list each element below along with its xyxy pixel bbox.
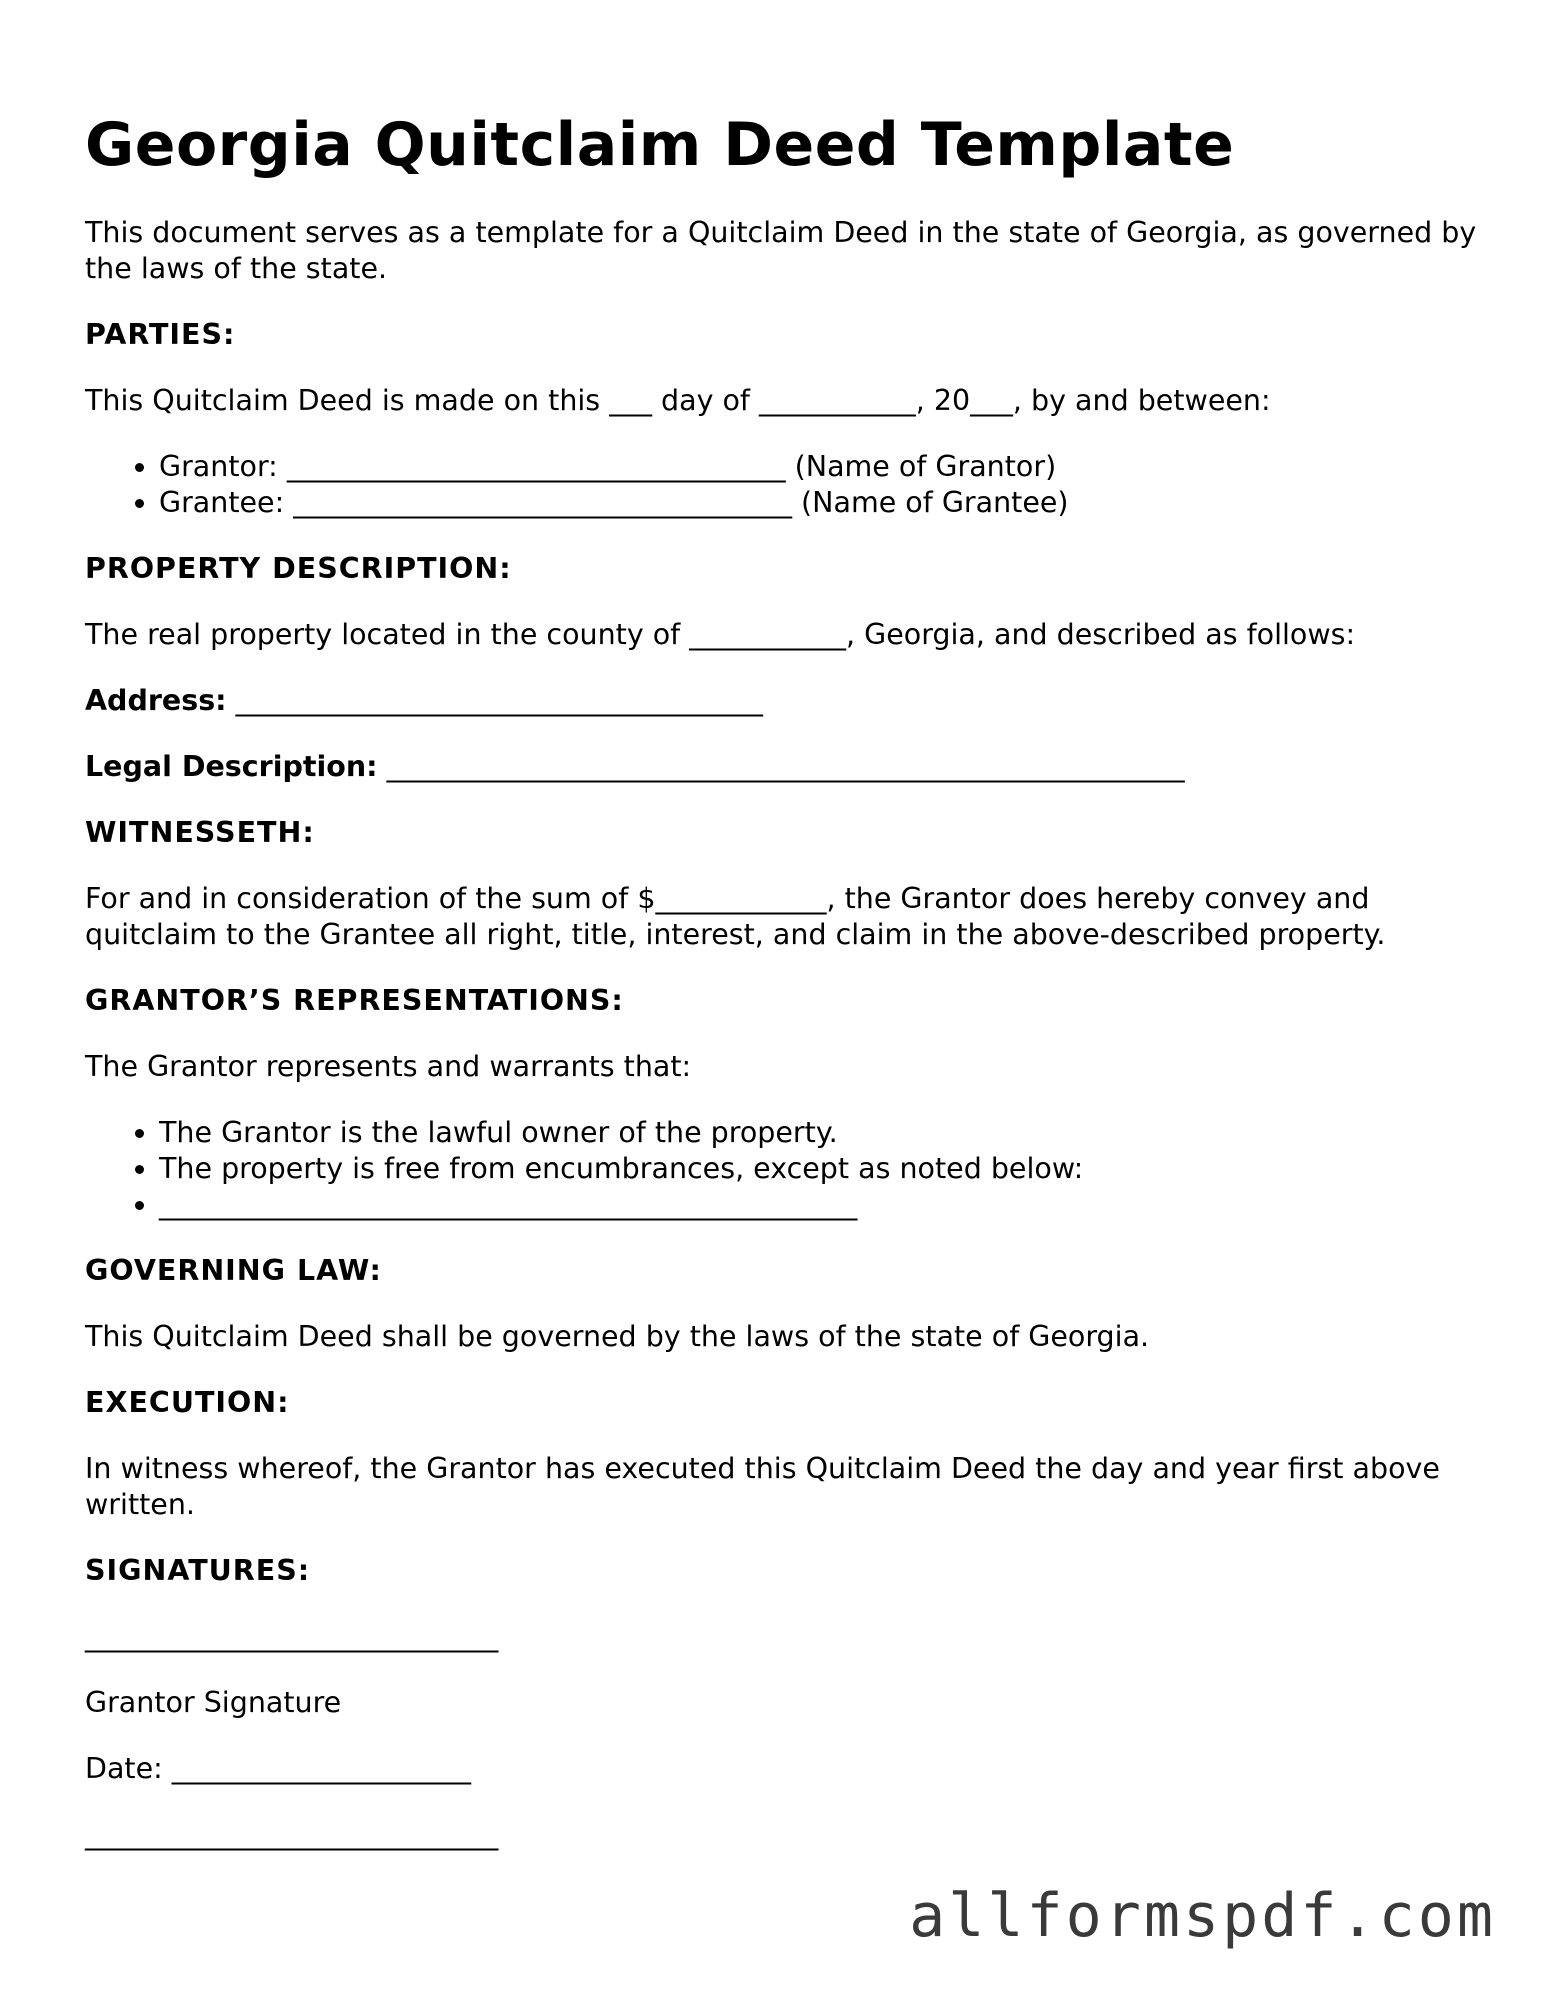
signature-block — [85, 1619, 1485, 1853]
document-page — [85, 105, 1485, 1883]
list-item: • _________________________________________________ — [159, 1187, 1485, 1223]
address-blank: _____________________________________ — [235, 684, 763, 717]
representations-list — [85, 1115, 1485, 1223]
address-label: Address: — [85, 684, 227, 717]
address-field — [85, 683, 1485, 719]
parties-heading: PARTIES: — [85, 318, 236, 351]
watermark-logo: allformspdf.com — [909, 1881, 1496, 1951]
intro-paragraph: This document serves as a template for a Quitclaim Deed in the state of Georgia, as governed by the laws of the state. — [85, 216, 1477, 285]
date-field: Date: _____________________ — [85, 1752, 472, 1785]
grantor-signature-line: _____________________________ — [85, 1620, 499, 1653]
grantee-field: • Grantee: ___________________________________ (Name of Grantee) — [159, 485, 1485, 521]
governing-law-text: This Quitclaim Deed shall be governed by the laws of the state of Georgia. — [85, 1320, 1150, 1353]
witnesseth-heading: WITNESSETH: — [85, 816, 315, 849]
witnesseth-text: For and in consideration of the sum of $____________, the Grantor does hereby convey and quitclaim to the Grantee all right, title, interest, and claim in the above-described property. — [85, 882, 1386, 951]
grantor-signature-label: Grantor Signature — [85, 1686, 342, 1719]
representations-heading: GRANTOR’S REPRESENTATIONS: — [85, 984, 624, 1017]
property-text: The real property located in the county of ___________, Georgia, and described as follows: — [85, 618, 1356, 651]
legal-description-blank: ________________________________________________________ — [386, 750, 1185, 783]
execution-heading: EXECUTION: — [85, 1386, 290, 1419]
legal-description-label: Legal Description: — [85, 750, 378, 783]
list-item: • The Grantor is the lawful owner of the property. — [159, 1115, 1485, 1151]
governing-law-heading: GOVERNING LAW: — [85, 1254, 382, 1287]
list-item: • The property is free from encumbrances, except as noted below: — [159, 1151, 1485, 1187]
parties-list — [85, 449, 1485, 521]
execution-text: In witness whereof, the Grantor has executed this Quitclaim Deed the day and year first above written. — [85, 1452, 1440, 1521]
parties-text: This Quitclaim Deed is made on this ___ day of ___________, 20___, by and between: — [85, 384, 1271, 417]
second-signature-line: _____________________________ — [85, 1818, 499, 1851]
grantor-field: • Grantor: ___________________________________ (Name of Grantor) — [159, 449, 1485, 485]
document-title: Georgia Quitclaim Deed Template — [85, 110, 1235, 180]
representations-text: The Grantor represents and warrants that: — [85, 1050, 692, 1083]
property-heading: PROPERTY DESCRIPTION: — [85, 552, 512, 585]
signatures-heading: SIGNATURES: — [85, 1554, 311, 1587]
legal-description-field — [85, 749, 1485, 785]
